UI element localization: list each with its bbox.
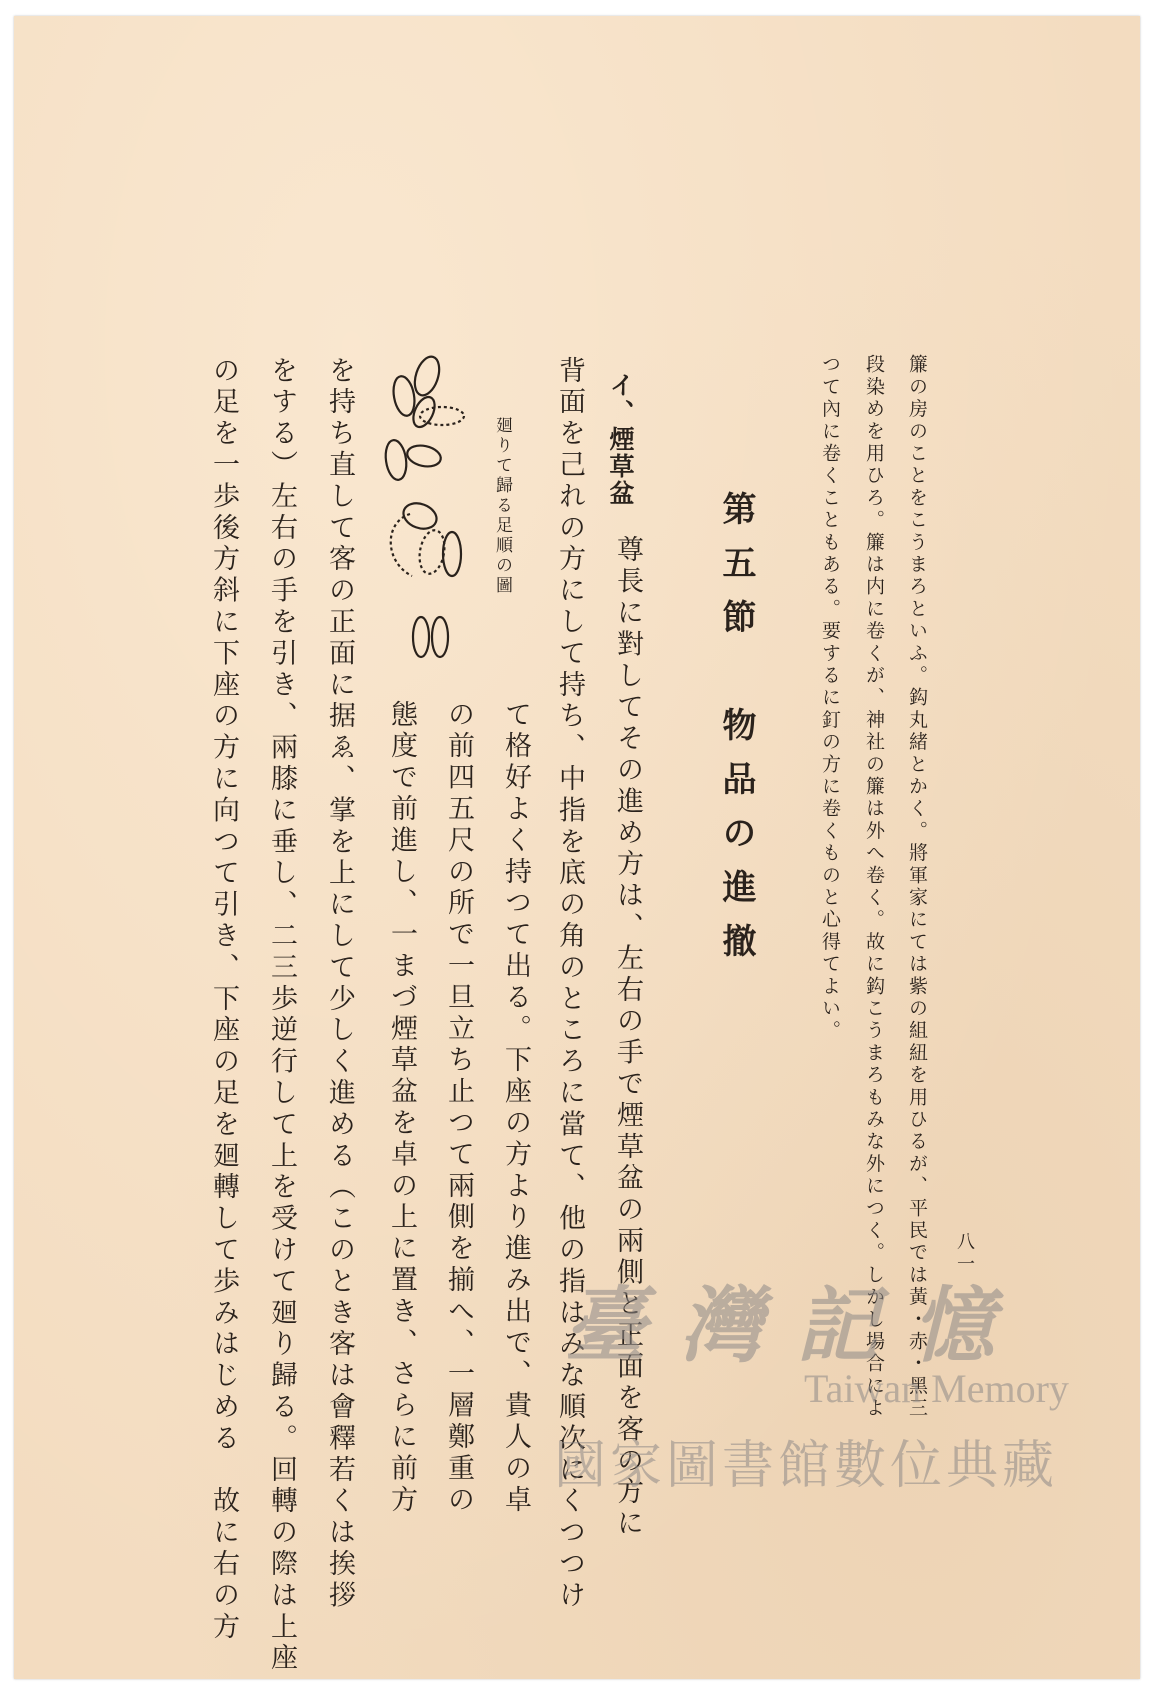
watermark-english: Taiwan Memory bbox=[804, 1366, 1069, 1411]
body-line-3: て格好よく持つて出る。下座の方より進み出で、貴人の卓 bbox=[500, 700, 531, 1517]
note-line-3: つて內に卷くこともある。要するに釘の方に卷くものと心得てよい。 bbox=[819, 354, 841, 1043]
body-line-1: 尊長に對してその進め方は、左右の手で煙草盆の兩側と正面を客の方に bbox=[612, 504, 643, 1541]
footprint-7 bbox=[400, 499, 440, 533]
footprint-2 bbox=[391, 375, 418, 418]
footprint-5 bbox=[383, 439, 408, 481]
body-line-7: をする）左右の手を引き、兩膝に垂し、二三歩逆行して上を受けて廻り歸る。回轉の際は上座 bbox=[266, 356, 297, 1675]
subsection-heading: イ、煙草盆 bbox=[606, 372, 635, 507]
body-line-5: 態度で前進し、一まづ煙草盆を卓の上に置き、さらに前方 bbox=[386, 700, 417, 1517]
note-line-1: 簾の房のことをこうまろといふ。鈎丸緒とかく。將軍家にては紫の組紐を用ひるが、平民では黃・赤・黑三 bbox=[906, 354, 928, 1420]
watermark-title: 臺灣記憶 bbox=[564, 1278, 1028, 1374]
body-line-8: の足を一歩後方斜に下座の方に向つて引き、下座の足を廻轉して歩みはじめる 故に右の方 bbox=[208, 356, 239, 1644]
footprint-6 bbox=[405, 443, 442, 470]
watermark-library: 國家圖書館數位典藏 bbox=[554, 1436, 1059, 1496]
body-line-2: 背面を己れの方にして持ち、中指を底の角のところに當て、他の指はみな順次にくつつけ bbox=[554, 356, 585, 1612]
page-number: 八一 bbox=[954, 1232, 975, 1276]
footprint-10 bbox=[413, 617, 429, 657]
body-line-4: の前四五尺の所で一旦立ち止つて兩側を揃へ、一層鄭重の bbox=[443, 700, 474, 1517]
footprint-11 bbox=[432, 617, 448, 657]
footprint-diagram bbox=[372, 354, 492, 684]
footprint-9 bbox=[443, 532, 461, 576]
document-page bbox=[14, 16, 1140, 1679]
footprint-1 bbox=[410, 354, 443, 398]
body-line-6: を持ち直して客の正面に据ゑ、掌を上にして少しく進める（このとき客は會釋若くは挨拶 bbox=[324, 356, 355, 1612]
figure-caption: 廻りて歸る足順の圖 bbox=[492, 416, 512, 596]
note-line-2: 段染めを用ひろ。簾は内に卷くが、神社の簾は外へ卷く。故に鈎こうまろもみな外につく。しかし場合によ bbox=[863, 354, 885, 1420]
section-title: 第五節 物品の進撤 bbox=[716, 491, 756, 977]
